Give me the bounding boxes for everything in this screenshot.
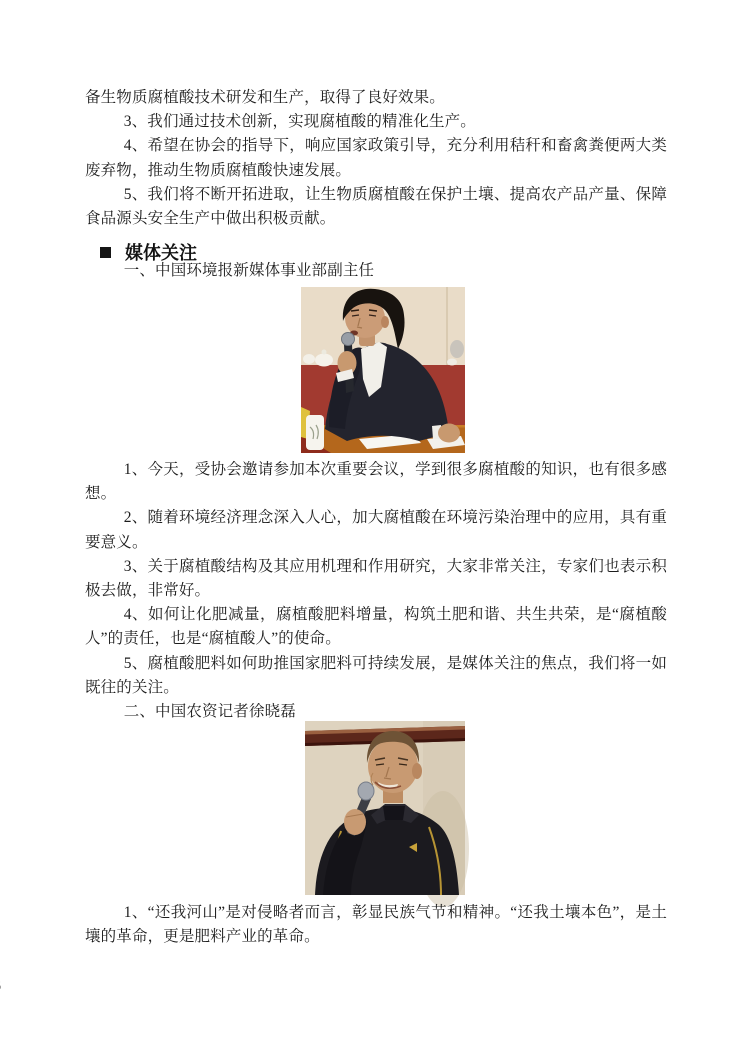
paragraph: 2、随着环境经济理念深入人心，加大腐植酸在环境污染治理中的应用，具有重要意义。 (85, 509, 667, 551)
photo1-cup (306, 415, 324, 450)
photo2-hand (344, 809, 366, 835)
paragraph: 3、我们通过技术创新，实现腐植酸的精准化生产。 (123, 113, 476, 131)
paragraph: 3、关于腐植酸结构及其应用机理和作用研究，大家非常关注，专家们也表示积极去做，非常好。 (85, 557, 667, 600)
subsection-2-title: 二、中国农资记者徐晓磊 (123, 703, 296, 721)
paragraph: 4、希望在协会的指导下，响应国家政策引导，充分利用秸秆和畜禽粪便两大类废弃物，推动生物质腐植酸快速发展。 (85, 137, 667, 179)
top-paragraph-block (85, 86, 667, 231)
photo-speaker-2 (305, 721, 465, 895)
speaker2-paragraph-block (85, 901, 667, 949)
square-bullet-icon (100, 247, 111, 258)
page-number (0, 979, 1, 995)
photo1-fist (438, 424, 460, 443)
paragraph: 1、今天，受协会邀请参加本次重要会议，学到很多腐植酸的知识，也有很多感想。 (85, 461, 667, 503)
photo-speaker-1 (301, 287, 465, 453)
paragraph: 5、我们将不断开拓进取，让生物质腐植酸在保护土壤、提高农产品产量、保障食品源头安全生产中做出积极贡献。 (85, 185, 667, 228)
paragraph: 4、如何让化肥减量，腐植酸肥料增量，构筑土肥和谐、共生共荣，是“腐植酸人”的责任，也是“腐植酸人”的使命。 (85, 606, 667, 648)
section-title: 媒体关注 (125, 243, 197, 263)
speaker1-paragraph-block (85, 458, 667, 724)
paragraph: 备生物质腐植酸技术研发和生产，取得了良好效果。 (85, 89, 445, 106)
paragraph: 5、腐植酸肥料如何助推国家肥料可持续发展，是媒体关注的焦点，我们将一如既往的关注。 (85, 654, 667, 696)
paragraph: 1、“还我河山”是对侵略者而言，彰显民族气节和精神。“还我土壤本色”，是土壤的革命，更是肥料产业的革命。 (85, 904, 667, 946)
subsection-1-title: 一、中国环境报新媒体事业部副主任 (123, 262, 375, 279)
